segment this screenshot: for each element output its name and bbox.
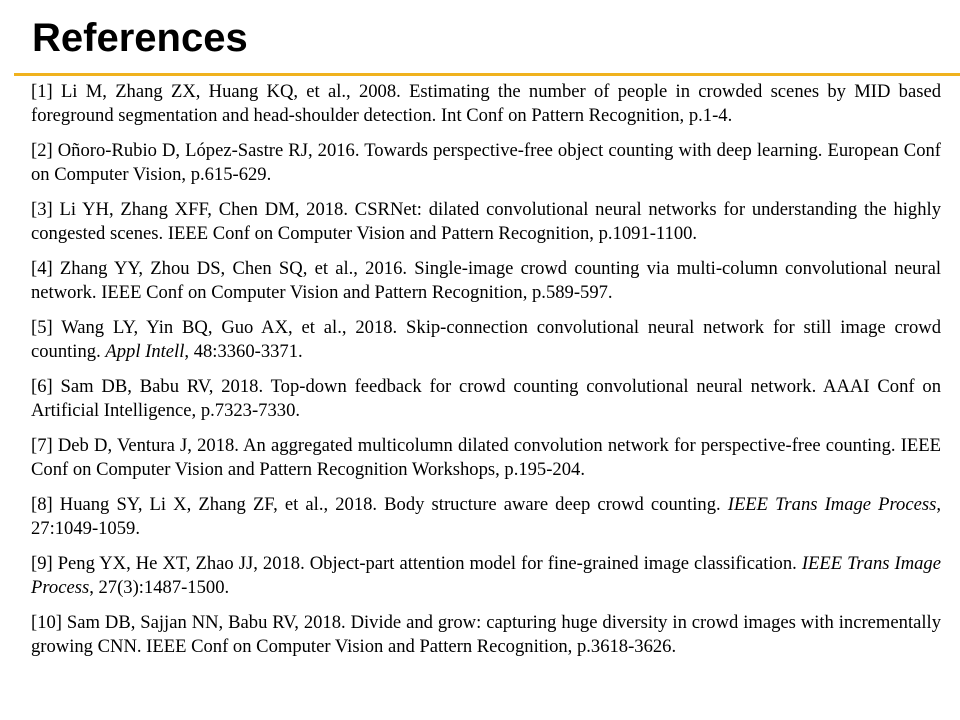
slide-title: References <box>32 16 248 60</box>
reference-item <box>31 493 941 540</box>
reference-text: [5] Wang LY, Yin BQ, Guo AX, et al., 2018. Skip-connection convolutional neural network for still image crowd counting. <box>31 317 941 362</box>
reference-tail: , 27(3):1487-1500. <box>89 576 230 598</box>
reference-journal: IEEE Trans Image Process <box>31 553 941 598</box>
reference-tail: , 27:1049-1059. <box>31 494 941 539</box>
reference-item <box>31 139 941 186</box>
reference-item <box>31 198 941 245</box>
reference-text: [2] Oñoro-Rubio D, López-Sastre RJ, 2016. Towards perspective-free object counting with deep learning. European Conf on Computer Vision, p.615-629. <box>31 140 941 185</box>
reference-journal: IEEE Trans Image Process <box>727 494 937 515</box>
reference-text: [9] Peng YX, He XT, Zhao JJ, 2018. Object-part attention model for fine-grained image classification. <box>31 553 802 574</box>
reference-tail: , 48:3360-3371. <box>184 340 303 362</box>
reference-journal: Appl Intell <box>105 340 185 362</box>
reference-item <box>31 80 941 127</box>
reference-text: [7] Deb D, Ventura J, 2018. An aggregated multicolumn dilated convolution network for perspective-free counting. IEEE Conf on Computer Vision and Pattern Recognition Workshops, p.195-204. <box>31 435 941 480</box>
reference-item <box>31 375 941 422</box>
reference-text: [6] Sam DB, Babu RV, 2018. Top-down feedback for crowd counting convolutional neural network. AAAI Conf on Artificial Intelligence, p.7323-7330. <box>31 376 941 421</box>
reference-item <box>31 611 941 658</box>
reference-item <box>31 316 941 363</box>
reference-text: [4] Zhang YY, Zhou DS, Chen SQ, et al., 2016. Single-image crowd counting via multi-column convolutional neural network. IEEE Conf on Computer Vision and Pattern Recognition, p.589-597. <box>31 258 941 303</box>
reference-item <box>31 552 941 599</box>
reference-text: [1] Li M, Zhang ZX, Huang KQ, et al., 2008. Estimating the number of people in crowded scenes by MID based foreground segmentation and head-shoulder detection. Int Conf on Pattern Recognition, p.1-4. <box>31 81 941 126</box>
title-divider <box>14 73 960 76</box>
reference-list <box>31 80 941 670</box>
reference-item <box>31 257 941 304</box>
reference-text: [3] Li YH, Zhang XFF, Chen DM, 2018. CSRNet: dilated convolutional neural networks for understanding the highly congested scenes. IEEE Conf on Computer Vision and Pattern Recognition, p.1091-1100. <box>31 199 941 244</box>
reference-item <box>31 434 941 481</box>
reference-text: [10] Sam DB, Sajjan NN, Babu RV, 2018. Divide and grow: capturing huge diversity in crowd images with incrementally growing CNN. IEEE Conf on Computer Vision and Pattern Recognition, p.3618-3626. <box>31 612 941 657</box>
reference-text: [8] Huang SY, Li X, Zhang ZF, et al., 2018. Body structure aware deep crowd counting. <box>31 494 728 515</box>
